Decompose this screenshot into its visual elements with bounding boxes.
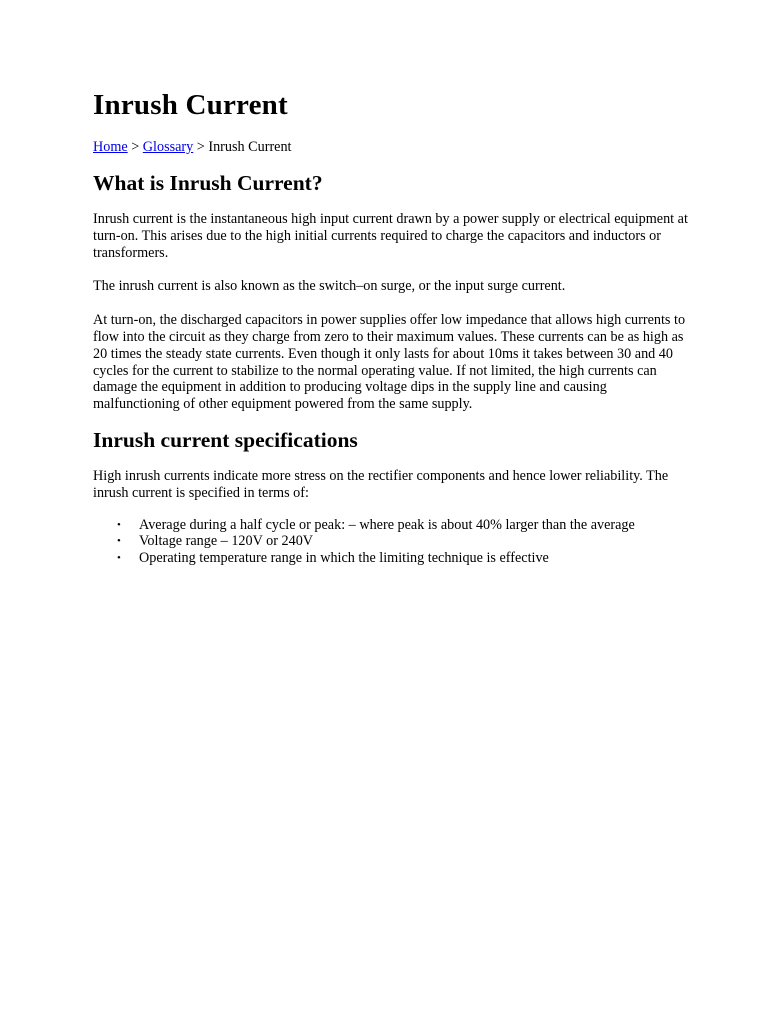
section-heading-specifications: Inrush current specifications bbox=[93, 427, 358, 452]
article-content bbox=[93, 86, 693, 567]
paragraph-definition: Inrush current is the instantaneous high input current drawn by a power supply or electrical equipment at turn-on. This arises due to the high initial currents required to charge the capacitors and inductors or transformers. bbox=[93, 211, 688, 261]
breadcrumb bbox=[93, 138, 693, 156]
paragraph-turn-on: At turn-on, the discharged capacitors in power supplies offer low impedance that allows high currents to flow into the circuit as they charge from zero to their maximum values. These currents can be as high as 20 times the steady state currents. Even though it only lasts for about 10ms it takes between 30 and 40 cycles for the current to stabilize to the normal operating value. If not limited, the high currents can damage the equipment in addition to producing voltage dips in the supply line and causing malfunctioning of other equipment powered from the same supply. bbox=[93, 312, 686, 413]
breadcrumb-separator: > bbox=[131, 139, 140, 155]
page-title: Inrush Current bbox=[93, 89, 288, 121]
bullet-icon: • bbox=[117, 552, 121, 565]
breadcrumb-glossary-link[interactable]: Glossary bbox=[142, 139, 194, 155]
list-item-text: Average during a half cycle or peak: – where peak is about 40% larger than the average bbox=[139, 516, 635, 533]
bullet-icon: • bbox=[117, 518, 121, 531]
list-item bbox=[93, 517, 659, 534]
paragraph-also-known: The inrush current is also known as the switch–on surge, or the input surge current. bbox=[93, 278, 566, 295]
bullet-icon: • bbox=[117, 535, 121, 548]
list-item-text: Voltage range – 120V or 240V bbox=[139, 533, 314, 550]
section-heading-what-is: What is Inrush Current? bbox=[93, 171, 323, 195]
list-item bbox=[93, 533, 659, 550]
list-item bbox=[93, 550, 659, 567]
list-item-text: Operating temperature range in which the limiting technique is effective bbox=[139, 550, 549, 567]
breadcrumb-home-link[interactable]: Home bbox=[93, 139, 128, 155]
paragraph-specifications: High inrush currents indicate more stress on the rectifier components and hence lower reliability. The inrush current is specified in terms of: bbox=[93, 467, 669, 501]
specifications-list bbox=[93, 517, 693, 567]
breadcrumb-current: Inrush Current bbox=[208, 139, 292, 155]
breadcrumb-separator: > bbox=[196, 139, 205, 155]
